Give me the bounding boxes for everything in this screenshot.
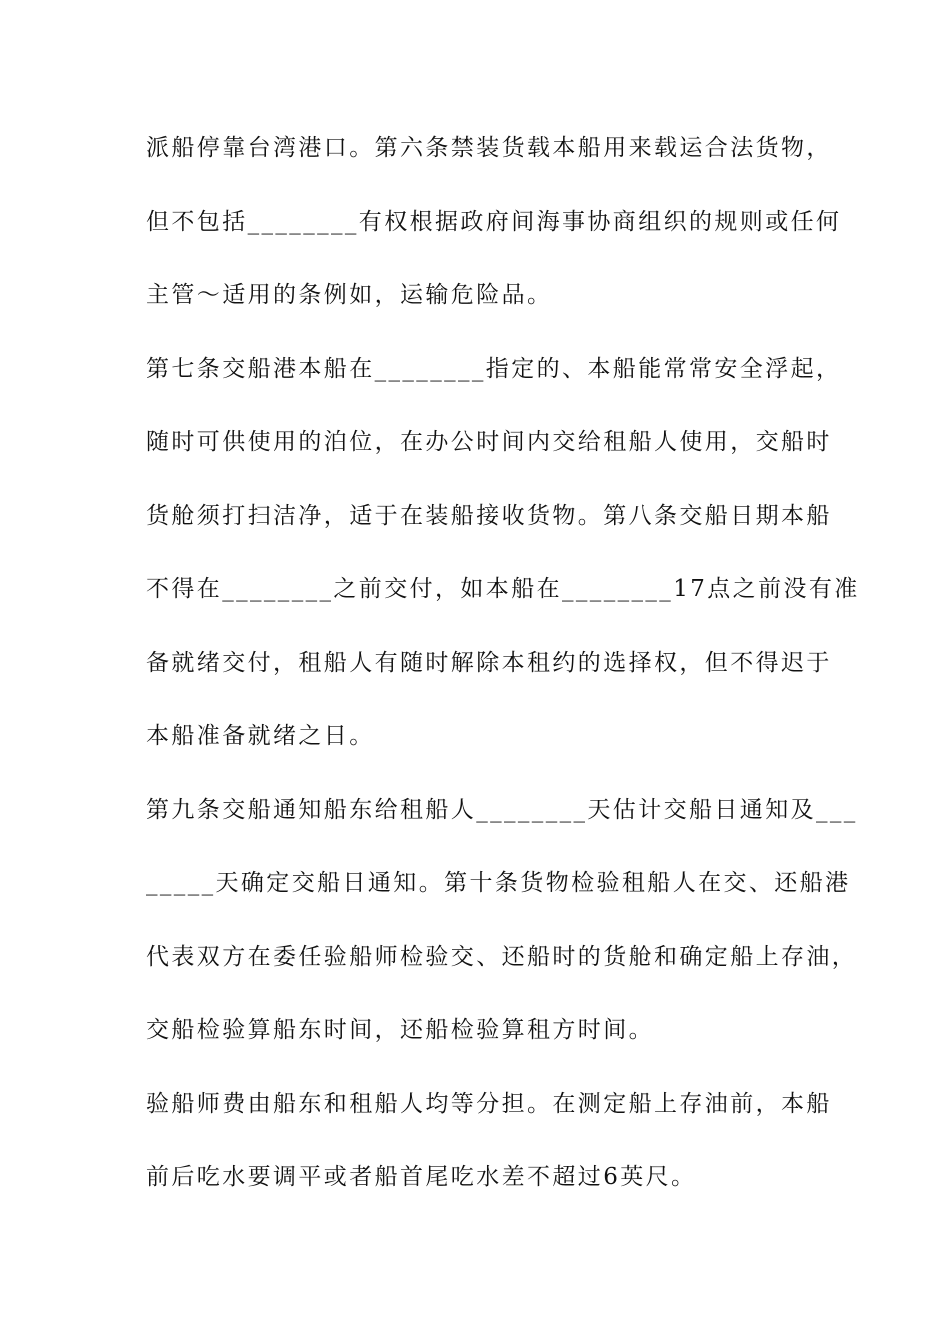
text-line: 本船准备就绪之日。 xyxy=(146,723,375,749)
text-line: 前后吃水要调平或者船首尾吃水差不超过6英尺。 xyxy=(146,1164,697,1190)
text-line: 但不包括________有权根据政府间海事协商组织的规则或任何 xyxy=(146,208,842,235)
text-line: 随时可供使用的泊位，在办公时间内交给租船人使用，交船时 xyxy=(146,429,832,455)
text-line: _____天确定交船日通知。第十条货物检验租船人在交、还船港 xyxy=(146,870,851,896)
text-line: 派船停靠台湾港口。第六条禁装货载本船用来载运合法货物， xyxy=(146,135,832,161)
document-body xyxy=(146,130,860,1233)
text-line: 不得在________之前交付，如本船在________17点之前没有准 xyxy=(146,576,860,602)
text-line: 第七条交船港本船在________指定的、本船能常常安全浮起， xyxy=(146,355,842,382)
text-line: 备就绪交付，租船人有随时解除本租约的选择权，但不得迟于 xyxy=(146,649,832,676)
text-line: 货舱须打扫洁净，适于在装船接收货物。第八条交船日期本船 xyxy=(146,502,832,529)
text-line: 主管～适用的条例如，运输危险品。 xyxy=(146,282,553,308)
text-line: 验船师费由船东和租船人均等分担。在测定船上存油前，本船 xyxy=(146,1090,832,1117)
text-line: 交船检验算船东时间，还船检验算租方时间。 xyxy=(146,1017,654,1043)
text-line: 第九条交船通知船东给租船人________天估计交船日通知及___ xyxy=(146,796,858,823)
text-line: 代表双方在委任验船师检验交、还船时的货舱和确定船上存油， xyxy=(146,943,858,970)
